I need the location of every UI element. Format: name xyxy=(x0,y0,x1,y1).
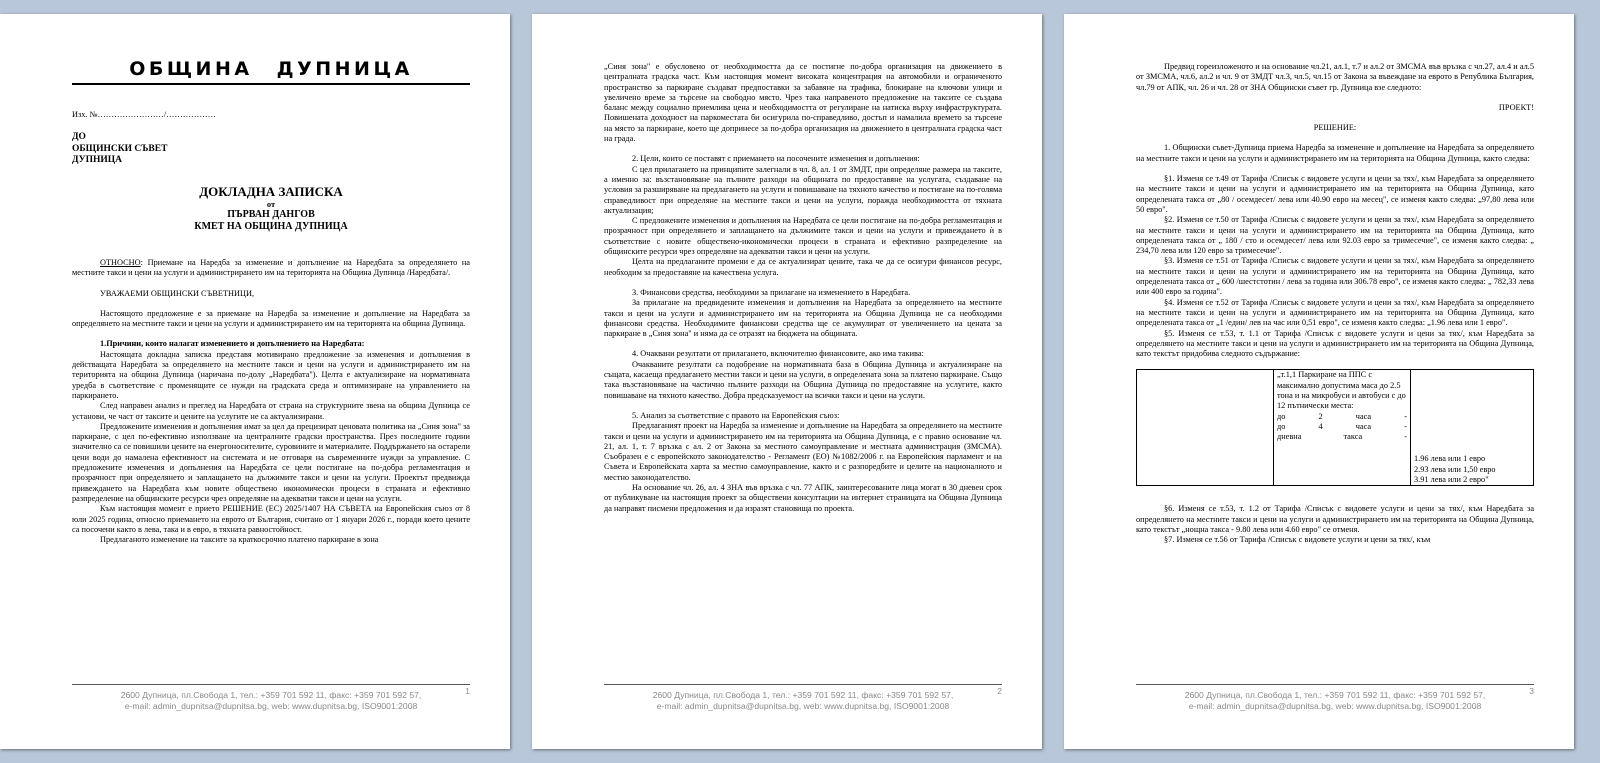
footer-address: 2600 Дупница, пл.Свобода 1, тел.: +359 701 592 11, факс: +359 701 592 57, xyxy=(652,690,954,700)
footer-rule xyxy=(72,684,470,685)
addressee-line: ДО xyxy=(72,132,86,142)
footer-rule xyxy=(604,684,1002,685)
body-paragraph: След направен анализ и преглед на Наредбата от страна на структурните звена на община Дупница се установи, че част от таксите и цените на услугите не са актуализирани. xyxy=(72,401,470,421)
footer-address: 2600 Дупница, пл.Свобода 1, тел.: +359 701 592 11, факс: +359 701 592 57, xyxy=(120,690,422,700)
body-paragraph: С предложените изменения и допълнения на Наредбата се цели постигане на по-добра регламентация и прозрачност при определянето и заплащането на дължимите такси и цени на услуги и привеждането ѝ в съответствие с новите обществено-икономически процеси в страната и ефективно разпределение на общинските ресурси чрез определяне на адекватни такси и цени на услуги. xyxy=(604,216,1002,257)
page2-body xyxy=(604,62,1002,514)
intro-paragraph: Настоящото предложение е за приемане на Наредба за изменение и допълнение на Наредбата за определянето на местните такси и цени на услуги и администрирането им на територията на община Дупница. xyxy=(72,308,470,329)
footer-contacts: e-mail: admin_dupnitsa@dupnitsa.bg, web: www.dupnitsa.bg, ISO9001:2008 xyxy=(656,700,950,711)
decision-paragraph: §6. Изменя се т.53, т. 1.2 от Тарифа /Списък с видовете услуги и цени за тях/, към Наредбата за определянето на местните такси и цени на услуги и администрирането им на територията на Община Дупница, като текстът „нощна такса - 9.80 лева или 4.60 евро" се отменя. xyxy=(1136,504,1534,534)
project-label: ПРОЕКТ! xyxy=(1498,102,1534,112)
memo-header xyxy=(72,184,470,233)
section3-heading: 3. Финансови средства, необходими за прилагане на изменението в Наредбата. xyxy=(632,287,911,297)
body-paragraph: Предлаганият проект на Наредба за изменение и допълнение на Наредбата за определянето на местните такси и цени на услуги и администрирането им на територията на Община Дупница, е с правно основание чл. 21, ал. 1, т. 7 връзка с ал. 2 от Закона за местното самоуправление и местната администрация (ЗМСМА). Съобразен е с европейското законодателство - Регламент (ЕО) №1082/2006 г. на Европейския парламент и на Съвета и Европейската харта за местно самоуправление, както и с разпоредбите и целите на националното и местно законодателство. xyxy=(604,421,1002,482)
decision-paragraph: §3. Изменя се т.51 от Тарифа /Списък с видовете услуги и цени за тях/, към Наредбата за определянето на местните такси и цени на услуги и администрирането им на територията на Община Дупница, като определената такса от „ 600 /шестстотин / лева за година или 306.78 евро", се изменя както следва: „ 782,33 лева или 400 евро за година". xyxy=(1136,256,1534,297)
page-number: 2 xyxy=(997,686,1002,696)
footer-address: 2600 Дупница, пл.Свобода 1, тел.: +359 701 592 11, факс: +359 701 592 57, xyxy=(1184,690,1486,700)
memo-from: от xyxy=(266,199,276,209)
body-paragraph: На основание чл. 26, ал. 4 ЗНА във връзка с чл. 77 АПК, заинтересованите лица могат в 30 дневен срок от публикуване на настоящия проект за обществени консултации на интернет страницата на Община Дупница да направят писмени предложения и да изразят становища по проекта. xyxy=(604,482,1002,513)
body-paragraph: „Синя зона" е обусловено от необходимостта да се постигне по-добра организация на движението в централната градска част. Към настоящия момент високата концентрация на автомобили и ограниченото пространство за паркиране създават предпоставки за забавяне на трафика, блокиране на ключови улици и увеличено време за търсене на свободно място. Чрез така направеното предложение на таксите се създава баланс между социално приемлива цена и необходимостта от регулиране на натиска върху инфраструктурата. Повишената доходност на паркоместата би осигурила по-справедливо, достъп и намалила времето за търсене на място за паркиране, което ще допринесе за по-добра организация на движението в централната градска част на града. xyxy=(604,62,1002,144)
subject-label: ОТНОСНО xyxy=(100,258,141,267)
page3-body xyxy=(1136,62,1534,546)
body-paragraph: Очакваните резултати са подобрение на нормативната база в Община Дупница и актуализиране на същата, касаеща предлагането местни такси и цени на услуги, в определената зона за платено паркиране. Също така възстановяване на частично пълните разходи на Община Дупница по предоставяне на услугите, както повишаване на тяхното качество. Добра предсказуемост на всички такси и цени на услуги. xyxy=(604,359,1002,400)
decision-paragraph: §2. Изменя се т.50 от Тарифа /Списък с видовете услуги и цени за тях/, към Наредбата за определянето на местните такси и цени на услуги и администрирането им на територията на Община Дупница, като определената такса от „ 180 / сто и осемдесет/ лева или 92.03 евро за тримесечие", се изменя както следва: „ 234,70 лева или 120 евро за тримесечие". xyxy=(1136,215,1534,256)
tariff-row-label: до 2 часа - xyxy=(1277,411,1407,421)
tariff-price: 2.93 лева или 1,50 евро xyxy=(1414,464,1496,474)
section1-heading: 1.Причини, които налагат изменението и допълнението на Наредбата: xyxy=(100,339,365,349)
body-paragraph: Целта на предлаганите промени е да се актуализират цените, така че да се осигури финансов ресурс, необходим за предоставяне на качествена услуга. xyxy=(604,257,1002,277)
body-paragraph: Към настоящия момент е прието РЕШЕНИЕ (ЕС) 2025/1407 НА СЪВЕТА на Европейския съюз от 8 юли 2025 година, относно приемането на еврото от България, считано от 1 януари 2026 г., поради което цените са посочени както в лева, така и в евро, в тяхната равностойност. xyxy=(72,504,470,534)
page-footer xyxy=(1136,690,1534,711)
footer-contacts: e-mail: admin_dupnitsa@dupnitsa.bg, web: www.dupnitsa.bg, ISO9001:2008 xyxy=(1188,700,1482,711)
table-cell-item xyxy=(1274,370,1411,486)
addressee xyxy=(72,132,167,167)
section5-heading: 5. Анализ за съответствие с правото на Европейския съюз: xyxy=(632,410,840,420)
preamble: Предвид гореизложеното и на основание чл.21, ал.1, т.7 и ал.2 от ЗМСМА във връзка с чл.27, ал.4 и ал.5 от ЗМСМА, чл.6, ал.2 и чл. 9 от ЗМДТ чл.3, чл.5, чл.15 от Закона за въвеждане на еврото в Република България, чл.79 от АПК, чл. 26 и чл. 28 от ЗНА Общински съвет гр. Дупница взе следното: xyxy=(1136,62,1534,92)
table-cell-prices xyxy=(1411,370,1534,486)
document-page-1 xyxy=(0,14,510,749)
tariff-price: 1.96 лева или 1 евро xyxy=(1414,454,1486,464)
title-rule xyxy=(72,83,470,85)
page-footer xyxy=(72,690,470,711)
section2-heading: 2. Цели, които се поставят с приемането на посочените изменения и допълнения: xyxy=(632,154,920,164)
registration-number: Изх. №……………………/……………… xyxy=(72,110,216,119)
subject-paragraph xyxy=(72,258,470,279)
body-paragraph: С цел прилагането на принципите залегнали в чл. 8, ал. 1 от ЗМДТ, при определяне размера на таксите, а именно за: възстановяване на пълните разходи на общината по предоставяне на услугата, създаване на условия за разширяване на предлагането на услуги и повишаване на тяхното качество и постигане на по-голяма справедливост при определяне на местните такси и цени на услуги, поражда необходимостта от тяхната актуализация; xyxy=(604,164,1002,215)
tariff-price: 3.91 лева или 2 евро" xyxy=(1414,475,1489,485)
body-paragraph: Настоящата докладна записка представя мотивирано предложение за изменения и допълнения в действащата Наредбата за определянето на местните такси и цени на услуги и администрирането им на територията на община Дупница (наричана по-долу „Наредбата"). Целта е актуализиране на нормативната уредба в съответствие с променящите се нужди на градската среда и оптимизиране на управлението на паркирането. xyxy=(72,349,470,400)
municipality-title: ОБЩИНА ДУПНИЦА xyxy=(129,58,413,80)
document-page-2 xyxy=(532,14,1042,749)
table-row xyxy=(1137,370,1534,486)
decision-paragraph: 1. Общински съвет-Дупница приема Наредба за изменение и допълнение на Наредбата за определянето на местните такси и цени на услуги и администрирането им на територията на Община Дупница, както следва: xyxy=(1136,143,1534,163)
addressee-line: ДУПНИЦА xyxy=(72,155,123,165)
table-cell-empty xyxy=(1137,370,1274,486)
tariff-item-text: „т.1,1 Паркиране на ППС с максимално допустима маса до 2.5 тона и на микробуси и автобуси с до 12 пътнически места: xyxy=(1277,370,1406,411)
greeting: УВАЖАЕМИ ОБЩИНСКИ СЪВЕТНИЦИ, xyxy=(100,288,255,298)
subject-text: : Приемане на Наредба за изменение и допълнение на Наредбата за определянето на местните такси и цени на услуги и администрирането им на територията на Община Дупница /Наредбата/. xyxy=(72,258,470,278)
memo-author-title: КМЕТ НА ОБЩИНА ДУПНИЦА xyxy=(194,221,348,232)
memo-title: ДОКЛАДНА ЗАПИСКА xyxy=(199,184,343,199)
decision-paragraph: §5. Изменя се т.53, т. 1.1 от Тарифа /Списък с видовете услуги и цени за тях/, към Наредбата за определянето на местните такси и цени на услуги и администрирането им на територията на Община Дупница, като текстът придобива следното съдържание: xyxy=(1136,328,1534,359)
page-number: 1 xyxy=(465,686,470,696)
memo-author: ПЪРВАН ДАНГОВ xyxy=(227,209,315,220)
page1-body xyxy=(72,258,470,545)
body-paragraph: Предлаганото изменение на таксите за краткосрочно платено паркиране в зона xyxy=(100,535,379,545)
tariff-table xyxy=(1136,369,1534,486)
document-page-3 xyxy=(1064,14,1574,749)
decision-paragraph: §4. Изменя се т.52 от Тарифа /Списък с видовете услуги и цени за тях/, към Наредбата за определянето на местните такси и цени на услуги и администрирането им на територията на Община Дупница, като определената такса от „1 /един/ лев на час или 0,51 евро", се изменя както следва: „1.96 лева или 1 евро". xyxy=(1136,297,1534,328)
footer-rule xyxy=(1136,684,1534,685)
decision-paragraph: §7. Изменя се т.56 от Тарифа /Списък с видовете услуги и цени за тях/, към xyxy=(1164,535,1431,545)
page-footer xyxy=(604,690,1002,711)
decision-paragraph: §1. Изменя се т.49 от Тарифа /Списък с видовете услуги и цени за тях/, към Наредбата за определянето на местните такси и цени на услуги и администрирането им на територията на Община Дупница, като определената такса от „80 / осемдесет/ лева или 40.90 евро на месец", се изменя както следва: „97,80 лева или 50 евро". xyxy=(1136,174,1534,214)
section4-heading: 4. Очаквани резултати от прилагането, включително финансовите, ако има такива: xyxy=(632,349,924,359)
tariff-row-label: дневна такса - xyxy=(1277,432,1407,442)
body-paragraph: Предложените изменения и допълнения имат за цел да прецизират ценовата политика на „Синя зона" за паркиране, с цел по-ефективно използване на централните градски пространства. През последните години значително са се повишили цените на енергоносителите, суровините и материалите. Поддържането на остарели цени води до намалена ефективност на системата и не отговаря на съвременните нужди за управление. С предложените изменения и допълнения на Наредбата се цели постигане на по-добра регламентация и прозрачност при определянето и заплащането на дължимите такси и цени на услуги. Проектът предвижда привеждането на Наредбата към новите обществено икономически процеси в страната и ефективно разпределение на общинските ресурси чрез определяне на адекватни такси и цени на услуги. xyxy=(72,421,470,503)
decision-label: РЕШЕНИЕ: xyxy=(1313,123,1357,133)
tariff-row-label: до 4 часа - xyxy=(1277,421,1407,431)
footer-contacts: e-mail: admin_dupnitsa@dupnitsa.bg, web: www.dupnitsa.bg, ISO9001:2008 xyxy=(124,700,418,711)
body-paragraph: За прилагане на предвидените изменения и допълнения на Наредбата за определянето на местните такси и цени на услуги и администрирането им на територията на Община Дупница не са необходими финансови средства. Необходимите финансови средства ще се акумулират от увеличението на цената за паркиране в „Синя зона" и няма да се отразят на бюджета на общината. xyxy=(604,298,1002,339)
page-number: 3 xyxy=(1529,686,1534,696)
addressee-line: ОБЩИНСКИ СЪВЕТ xyxy=(72,143,168,154)
